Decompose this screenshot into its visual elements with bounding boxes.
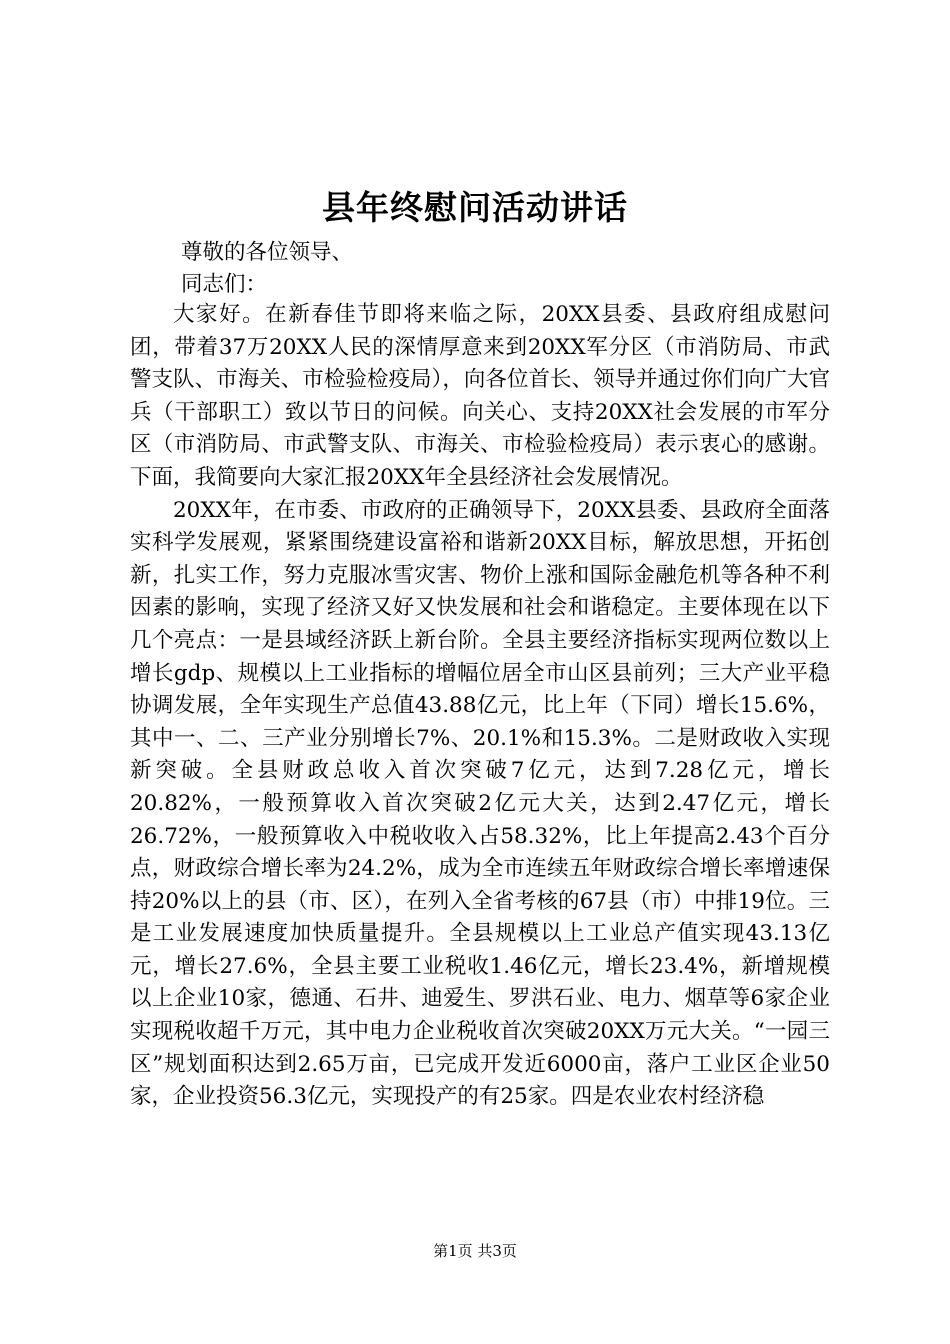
page-number-footer: 第1页 共3页 bbox=[433, 1242, 517, 1260]
salutation-line-1: 尊敬的各位领导、 bbox=[181, 240, 354, 265]
document-title: 县年终慰问活动讲话 bbox=[322, 188, 628, 227]
salutation-line-2: 同志们： bbox=[181, 272, 268, 297]
document-body bbox=[130, 299, 830, 1114]
paragraph-report: 20XX年，在市委、市政府的正确领导下，20XX县委、县政府全面落实科学发展观，紧紧围绕建设富裕和谐新20XX目标，解放思想，开拓创新，扎实工作，努力克服冰雪灾害、物价上涨和国际金融危机等各种不利因素的影响，实现了经济又好又快发展和社会和谐稳定。主要体现在以下几个亮点：一是县域经济跃上新台阶。全县主要经济指标实现两位数以上增长gdp、规模以上工业指标的增幅位居全市山区县前列；三大产业平稳协调发展，全年实现生产总值43.88亿元，比上年（下同）增长15.6%，其中一、二、三产业分别增长7%、20.1%和15.3%。二是财政收入实现新突破。全县财政总收入首次突破7亿元，达到7.28亿元，增长20.82%，一般预算收入首次突破2亿元大关，达到2.47亿元，增长26.72%，一般预算收入中税收收入占58.32%，比上年提高2.43个百分点，财政综合增长率为24.2%，成为全市连续五年财政综合增长率增速保持20%以上的县（市、区），在列入全省考核的67县（市）中排19位。三是工业发展速度加快质量提升。全县规模以上工业总产值实现43.13亿元，增长27.6%，全县主要工业税收1.46亿元，增长23.4%，新增规模以上企业10家，德通、石井、迪爱生、罗洪石业、电力、烟草等6家企业实现税收超千万元，其中电力企业税收首次突破20XX万元大关。“一园三区”规划面积达到2.65万亩，已完成开发近6000亩，落户工业区企业50家，企业投资56.3亿元，实现投产的有25家。四是农业农村经济稳 bbox=[130, 497, 830, 1110]
paragraph-greeting: 大家好。在新春佳节即将来临之际，20XX县委、县政府组成慰问团，带着37万20XX人民的深情厚意来到20XX军分区（市消防局、市武警支队、市海关、市检验检疫局），向各位首长、领导并通过你们向广大官兵（干部职工）致以节日的问候。向关心、支持20XX社会发展的市军分区（市消防局、市武警支队、市海关、市检验检疫局）表示衷心的感谢。下面，我简要向大家汇报20XX年全县经济社会发展情况。 bbox=[130, 302, 830, 490]
